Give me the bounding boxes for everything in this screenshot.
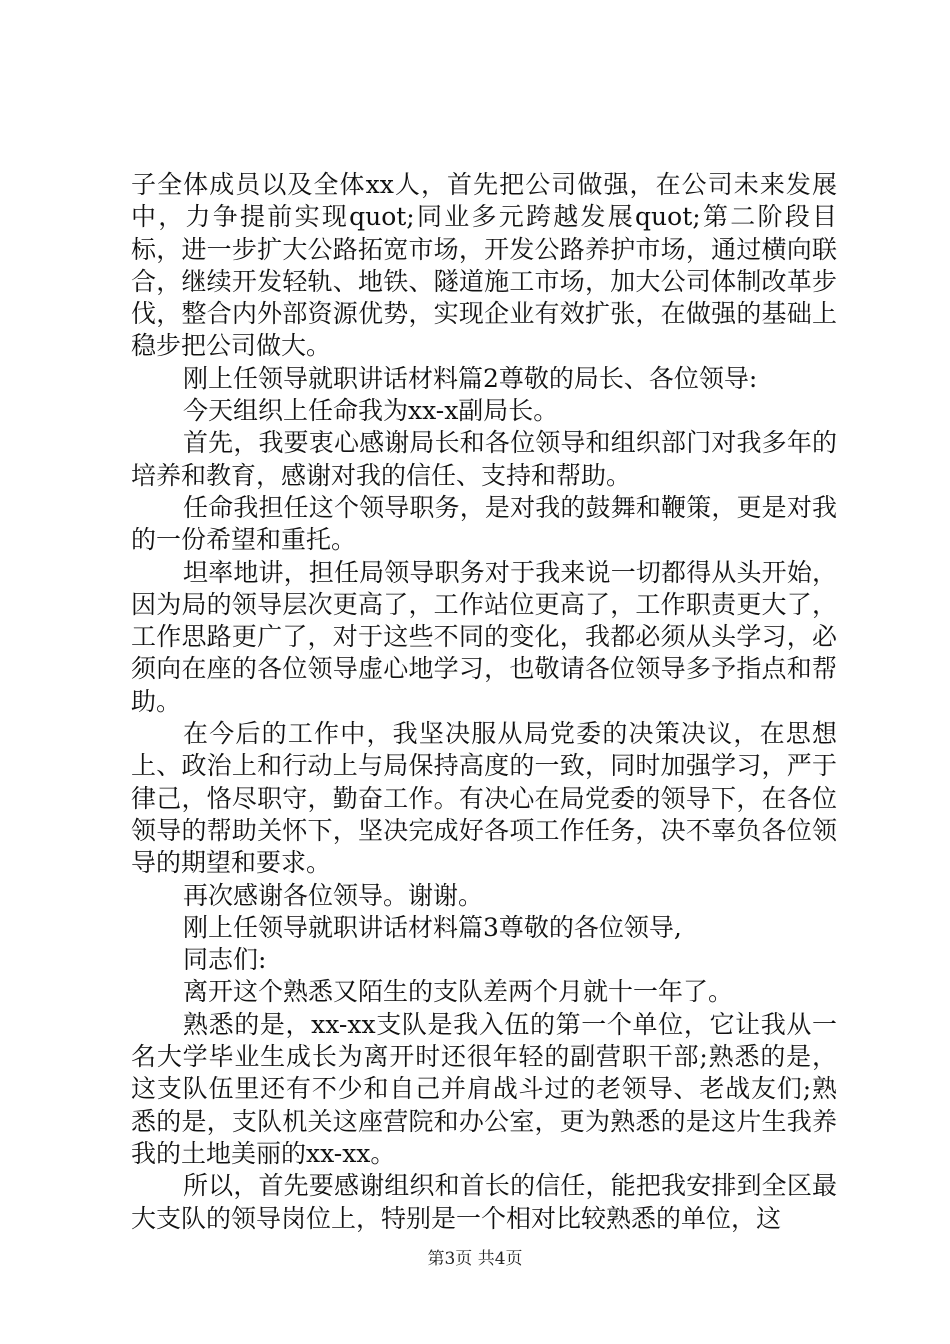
paragraph: 在今后的工作中，我坚决服从局党委的决策决议，在思想上、政治上和行动上与局保持高度的一致，同时加强学习，严于律己，恪尽职守，勤奋工作。有决心在局党委的领导下，在各位领导的帮助关怀下，坚决完成好各项工作任务，决不辜负各位领导的期望和要求。 bbox=[131, 719, 837, 878]
paragraph: 再次感谢各位领导。谢谢。 bbox=[183, 880, 484, 910]
paragraph: 子全体成员以及全体xx人，首先把公司做强，在公司未来发展中，力争提前实现quot;同业多元跨越发展quot;第二阶段目标，进一步扩大公路拓宽市场，开发公路养护市场，通过横向联合，继续开发轻轨、地铁、隧道施工市场，加大公司体制改革步伐，整合内外部资源优势，实现企业有效扩张，在做强的基础上稳步把公司做大。 bbox=[131, 170, 837, 361]
paragraph: 坦率地讲，担任局领导职务对于我来说一切都得从头开始，因为局的领导层次更高了，工作站位更高了，工作职责更大了，工作思路更广了，对于这些不同的变化，我都必须从头学习，必须向在座的各位领导虚心地学习，也敬请各位领导多予指点和帮助。 bbox=[131, 557, 837, 716]
paragraph: 今天组织上任命我为xx-x副局长。 bbox=[183, 396, 559, 426]
page-footer: 第3页 共4页 bbox=[427, 1249, 523, 1269]
paragraph: 首先，我要衷心感谢局长和各位领导和组织部门对我多年的培养和教育，感谢对我的信任、支持和帮助。 bbox=[131, 428, 837, 490]
paragraph: 离开这个熟悉又陌生的支队差两个月就十一年了。 bbox=[183, 977, 734, 1007]
paragraph: 所以，首先要感谢组织和首长的信任，能把我安排到全区最大支队的领导岗位上，特别是一个相对比较熟悉的单位，这 bbox=[131, 1171, 837, 1233]
document-body bbox=[131, 169, 837, 1235]
paragraph: 同志们: bbox=[183, 945, 267, 975]
paragraph: 刚上任领导就职讲话材料篇2尊敬的局长、各位领导: bbox=[183, 363, 758, 393]
paragraph: 任命我担任这个领导职务，是对我的鼓舞和鞭策，更是对我的一份希望和重托。 bbox=[131, 492, 837, 555]
paragraph: 刚上任领导就职讲话材料篇3尊敬的各位领导, bbox=[183, 912, 682, 942]
paragraph: 熟悉的是，xx-xx支队是我入伍的第一个单位，它让我从一名大学毕业生成长为离开时还很年轻的副营职干部;熟悉的是，这支队伍里还有不少和自己并肩战斗过的老领导、老战友们;熟悉的是，支队机关这座营院和办公室，更为熟悉的是这片生我养我的土地美丽的xx-xx。 bbox=[131, 1009, 837, 1168]
